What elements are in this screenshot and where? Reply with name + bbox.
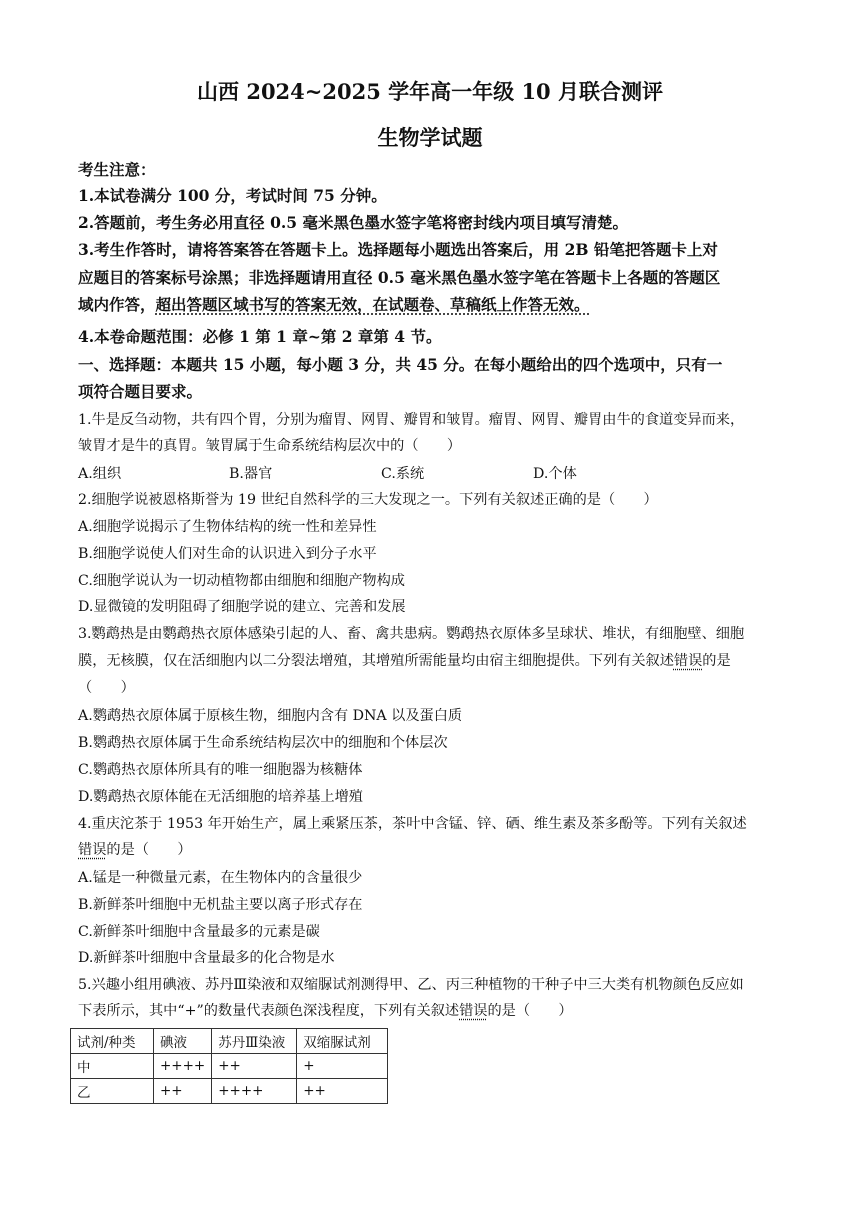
option-b: B.鹦鹉热衣原体属于生命系统结构层次中的细胞和个体层次 — [78, 735, 448, 751]
option-a: A.锰是一种微量元素，在生物体内的含量很少 — [78, 870, 363, 886]
table-cell: 乙 — [71, 1079, 154, 1104]
emphasis-wrong: 错误 — [459, 1003, 488, 1019]
option-c: C.新鲜茶叶细胞中含量最多的元素是碳 — [78, 924, 320, 940]
emphasis-wrong: 错误 — [673, 653, 703, 669]
option-a: A.鹦鹉热衣原体属于原核生物，细胞内含有 DNA 以及蛋白质 — [78, 708, 463, 724]
table-header-cell: 苏丹Ⅲ染液 — [212, 1029, 297, 1054]
option-c: C.系统 — [381, 466, 425, 482]
table-cell: ++ — [297, 1079, 388, 1104]
answer-blank: （ ） — [78, 680, 135, 696]
question-stem: 1.牛是反刍动物，共有四个胃，分别为瘤胃、网胃、瓣胃和皱胃。瘤胃、网胃、瓣胃由牛的食道变异而来， — [78, 412, 745, 428]
table-cell: + — [297, 1054, 388, 1079]
notice-item: 应题目的答案标号涂黑；非选择题请用直径 0.5 毫米黑色墨水签字笔在答题卡上各题的答题区 — [78, 268, 721, 287]
option-c: C.细胞学说认为一切动植物都由细胞和细胞产物构成 — [78, 573, 405, 589]
notice-heading: 考生注意： — [78, 160, 156, 179]
notice-text: 域内作答， — [78, 295, 156, 314]
table-cell: ++ — [212, 1054, 297, 1079]
option-a: A.细胞学说揭示了生物体结构的统一性和差异性 — [78, 519, 377, 535]
exam-title: 山西 2024~2025 学年高一年级 10 月联合测评 — [197, 79, 663, 104]
table-header-cell: 碘液 — [154, 1029, 212, 1054]
option-c: C.鹦鹉热衣原体所具有的唯一细胞器为核糖体 — [78, 762, 363, 778]
table-cell: 中 — [71, 1054, 154, 1079]
stem-text: 的是（ ） — [487, 1003, 573, 1019]
notice-item: 3.考生作答时，请将答案答在答题卡上。选择题每小题选出答案后，用 2B 铅笔把答题卡上对 — [78, 240, 718, 259]
option-b: B.细胞学说使人们对生命的认识进入到分子水平 — [78, 546, 377, 562]
exam-subtitle: 生物学试题 — [377, 125, 483, 150]
table-header-cell: 试剂/种类 — [71, 1029, 154, 1054]
option-d: D.新鲜茶叶细胞中含量最多的化合物是水 — [78, 950, 335, 966]
stem-text: 膜，无核膜，仅在活细胞内以二分裂法增殖，其增殖所需能量均由宿主细胞提供。下列有关叙述 — [78, 653, 674, 669]
stem-text: 下表所示，其中“+”的数量代表颜色深浅程度，下列有关叙述 — [78, 1003, 460, 1019]
question-stem: 皱胃才是牛的真胃。皱胃属于生命系统结构层次中的（ ） — [78, 438, 462, 454]
option-d: D.个体 — [533, 466, 577, 482]
table-cell: ++ — [154, 1079, 212, 1104]
question-stem — [78, 651, 788, 671]
stem-text: 的是（ ） — [106, 842, 192, 858]
question-stem: 4.重庆沱茶于 1953 年开始生产，属上乘紧压茶，茶叶中含锰、锌、硒、维生素及茶多酚等。下列有关叙述 — [78, 816, 747, 832]
question-stem — [78, 840, 788, 860]
option-a: A.组织 — [78, 466, 122, 482]
option-b: B.器官 — [229, 466, 273, 482]
table-cell: ++++ — [154, 1054, 212, 1079]
stem-text: 的是 — [702, 653, 731, 669]
notice-item: 1.本试卷满分 100 分，考试时间 75 分钟。 — [78, 186, 387, 205]
option-b: B.新鲜茶叶细胞中无机盐主要以离子形式存在 — [78, 897, 363, 913]
section-heading: 一、选择题：本题共 15 小题，每小题 3 分，共 45 分。在每小题给出的四个选项中，只有一 — [78, 355, 723, 374]
table-row — [71, 1054, 388, 1079]
option-d: D.显微镜的发明阻碍了细胞学说的建立、完善和发展 — [78, 599, 406, 615]
notice-item: 4.本卷命题范围：必修 1 第 1 章~第 2 章第 4 节。 — [78, 327, 442, 346]
reaction-table — [70, 1028, 388, 1104]
notice-item — [78, 295, 788, 315]
question-stem: 2.细胞学说被恩格斯誉为 19 世纪自然科学的三大发现之一。下列有关叙述正确的是（ ） — [78, 492, 658, 508]
table-cell: ++++ — [212, 1079, 297, 1104]
question-stem: 3.鹦鹉热是由鹦鹉热衣原体感染引起的人、畜、禽共患病。鹦鹉热衣原体多呈球状、堆状，有细胞壁、细胞 — [78, 626, 745, 642]
table-row — [71, 1079, 388, 1104]
option-d: D.鹦鹉热衣原体能在无活细胞的培养基上增殖 — [78, 789, 363, 805]
question-stem: 5.兴趣小组用碘液、苏丹Ⅲ染液和双缩脲试剂测得甲、乙、丙三种植物的干种子中三大类有机物颜色反应如 — [78, 977, 744, 993]
emphasis-wrong: 错误 — [78, 842, 107, 858]
notice-emphasis: 超出答题区域书写的答案无效，在试题卷、草稿纸上作答无效。 — [155, 295, 590, 314]
table-header-row — [71, 1029, 388, 1054]
table-header-cell: 双缩脲试剂 — [297, 1029, 388, 1054]
question-stem — [78, 1001, 788, 1021]
notice-item: 2.答题前，考生务必用直径 0.5 毫米黑色墨水签字笔将密封线内项目填写清楚。 — [78, 213, 628, 232]
section-heading: 项符合题目要求。 — [78, 382, 203, 401]
